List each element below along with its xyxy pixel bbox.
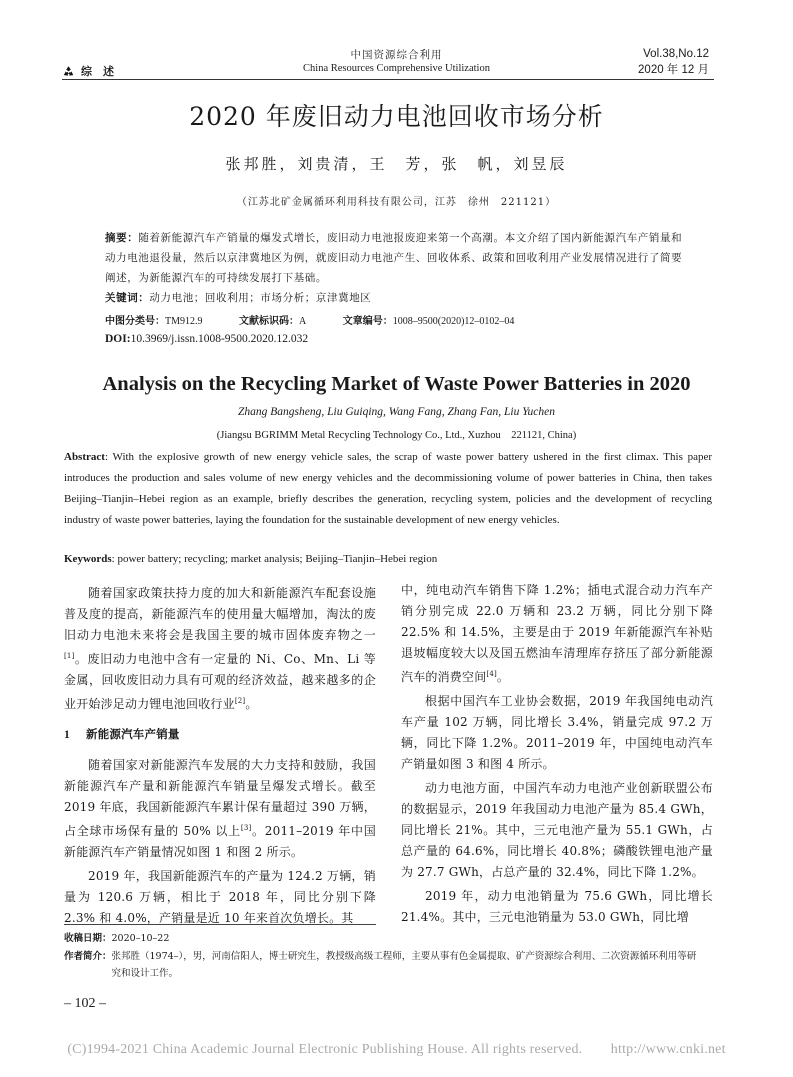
keywords-en-text: : power battery; recycling; market analysis; Beijing–Tianjin–Hebei region — [111, 553, 438, 565]
paragraph-text: 。 — [245, 697, 258, 711]
doi-label: DOI: — [105, 333, 131, 345]
abstract-cn-label: 摘要： — [105, 232, 139, 244]
footnote-divider — [64, 924, 376, 925]
received-label: 收稿日期： — [64, 933, 112, 944]
paragraph-text: 根据中国汽车工业协会数据，2019 年我国纯电动汽车产量 102 万辆，同比增长 3.4%，销量完成 97.2 万辆，同比下降 1.2%。2011–2019 年，中国纯电动汽车产销量如图 3 和图 4 所示。 — [401, 694, 713, 771]
paragraph-text: 动力电池方面，中国汽车动力电池产业创新联盟公布的数据显示，2019 年我国动力电池产量为 85.4 GWh，同比增长 21%。其中，三元电池产量为 55.1 GWh，占总产量的 64.6%，同比增长 40.8%；磷酸铁锂电池产量为 27.7 GWh，占总产量的 32.4%，同比下降 1.2%。 — [401, 781, 713, 879]
doc-code-value: A — [299, 316, 307, 327]
paragraph-text: 。废旧动力电池中含有一定量的 Ni、Co、Mn、Li 等金属，回收废旧动力具有可观的经济效益，越来越多的企业开始涉足动力锂电池回收行业 — [64, 652, 376, 711]
keywords-cn-text: 动力电池；回收利用；市场分析；京津冀地区 — [149, 292, 372, 304]
volume-info — [638, 46, 709, 78]
body-right-column — [401, 580, 713, 928]
keywords-cn-label: 关键词： — [105, 292, 150, 304]
authors-en: Zhang Bangsheng, Liu Guiqing, Wang Fang, Zhang Fan, Liu Yuchen — [237, 406, 556, 418]
received-value: 2020–10–22 — [111, 933, 170, 944]
paragraph — [401, 778, 713, 883]
paragraph — [64, 755, 376, 863]
abstract-en — [64, 447, 712, 531]
paragraph-text: 随着国家政策扶持力度的加大和新能源汽车配套设施普及度的提高，新能源汽车的使用量大幅增加，淘汰的废旧动力电池未来将会是我国主要的城市固体废弃物之一 — [64, 586, 376, 642]
paragraph — [401, 580, 713, 688]
section-number: 1 — [64, 729, 70, 741]
recycle-icon — [62, 65, 75, 78]
received-date — [64, 930, 714, 947]
doc-code-label: 文献标识码： — [239, 316, 299, 327]
abstract-cn-text: 随着新能源汽车产销量的爆发式增长，废旧动力电池报废迎来第一个高潮。本文介绍了国内新能源汽车产销量和动力电池退役量，然后以京津冀地区为例，就废旧动力电池产生、回收体系、政策和回收利用产业发展情况进行了简要阐述，为新能源汽车的可持续发展打下基础。 — [105, 232, 683, 284]
paragraph-text: 中，纯电动汽车销售下降 1.2%；插电式混合动力汽车产销分别完成 22.0 万辆和 23.2 万辆，同比分别下降 22.5% 和 14.5%，主要是由于 2019 年新能源汽车补贴退坡幅度较大以及国五燃油车清理库存挤压了部分新能源汽车的消费空间 — [401, 583, 713, 684]
affiliation-en: (Jiangsu BGRIMM Metal Recycling Technology Co., Ltd., Xuzhou 221121, China) — [216, 430, 577, 441]
clc-value: TM912.9 — [165, 316, 203, 327]
copyright-watermark: (C)1994-2021 China Academic Journal Electronic Publishing House. All rights reserved. http://www.cnki.net — [67, 1042, 726, 1057]
section-title: 新能源汽车产销量 — [86, 727, 180, 741]
clc-label: 中图分类号： — [105, 316, 165, 327]
citation: [2] — [234, 697, 246, 705]
author-bio — [64, 948, 714, 982]
paragraph — [401, 691, 713, 775]
section-label — [62, 63, 114, 79]
abstract-en-text: : With the explosive growth of new energy vehicle sales, the scrap of waste power battery ushered in the first climax. This paper introduces the production and sales volume of new energy vehicles and the decommissioning volume of power batteries in China, then takes Beijing–Tianjin–Hebei region as an example, briefly describes the generation, recycling system, policies and the development of recycling industry of waste power batteries, laying the foundation for the sustainable development of new energy vehicles. — [64, 451, 712, 526]
keywords-en — [64, 553, 437, 565]
doi — [105, 333, 308, 345]
author-bio-label: 作者简介： — [64, 951, 112, 962]
paragraph-text: 2019 年，我国新能源汽车的产量为 124.2 万辆，销量为 120.6 万辆，相比于 2018 年，同比分别下降 2.3% 和 4.0%，产销量是近 10 年来首次负增长。其 — [64, 869, 376, 925]
header-divider — [62, 79, 714, 80]
journal-name-en: China Resources Comprehensive Utilization — [303, 63, 490, 74]
journal-name-cn: 中国资源综合利用 — [350, 49, 443, 61]
paragraph — [64, 866, 376, 929]
article-title-cn: 2020 年废旧动力电池回收市场分析 — [189, 102, 604, 131]
paragraph-text: 。2011–2019 年中国新能源汽车产销量情况如图 1 和图 2 所示。 — [64, 824, 376, 859]
affiliation-cn: （江苏北矿金属循环利用科技有限公司，江苏 徐州 221121） — [236, 197, 557, 208]
article-number-value: 1008–9500(2020)12–0102–04 — [392, 316, 515, 327]
keywords-en-label: Keywords — [64, 553, 112, 565]
paragraph-text: 随着国家对新能源汽车发展的大力支持和鼓励，我国新能源汽车产量和新能源汽车销量呈爆发式增长。截至 2019 年底，我国新能源汽车累计保有量超过 390 万辆，占全球市场保有量的 50% 以上 — [64, 758, 376, 838]
paragraph — [64, 583, 376, 715]
authors-cn: 张邦胜，刘贵清，王 芳，张 帆，刘昱辰 — [225, 155, 568, 173]
classification-row — [105, 312, 548, 327]
page-number: – 102 – — [64, 996, 106, 1011]
abstract-cn — [105, 228, 685, 288]
article-number-label: 文章编号： — [342, 316, 393, 327]
doi-value: 10.3969/j.issn.1008-9500.2020.12.032 — [130, 333, 309, 345]
section-heading — [64, 724, 376, 746]
article-title-en: Analysis on the Recycling Market of Waste Power Batteries in 2020 — [102, 373, 691, 395]
section-name: 综 述 — [81, 65, 114, 78]
citation: [4] — [486, 670, 497, 678]
issue-date: 2020 年 12 月 — [638, 64, 709, 76]
citation: [3] — [240, 824, 252, 832]
abstract-en-label: Abstract — [64, 451, 105, 463]
citation: [1] — [64, 652, 75, 660]
paragraph-text: 。 — [496, 670, 510, 684]
keywords-cn — [105, 290, 371, 305]
paragraph-text: 2019 年，动力电池销量为 75.6 GWh，同比增长 21.4%。其中，三元电池销量为 53.0 GWh，同比增 — [401, 889, 713, 924]
volume-number: Vol.38,No.12 — [643, 48, 709, 60]
paragraph — [401, 886, 713, 928]
author-bio-text: 张邦胜（1974–），男，河南信阳人，博士研究生，教授级高级工程师，主要从事有色金属提取、矿产资源综合利用、二次资源循环利用等研究和设计工作。 — [111, 951, 697, 979]
body-left-column — [64, 583, 376, 929]
